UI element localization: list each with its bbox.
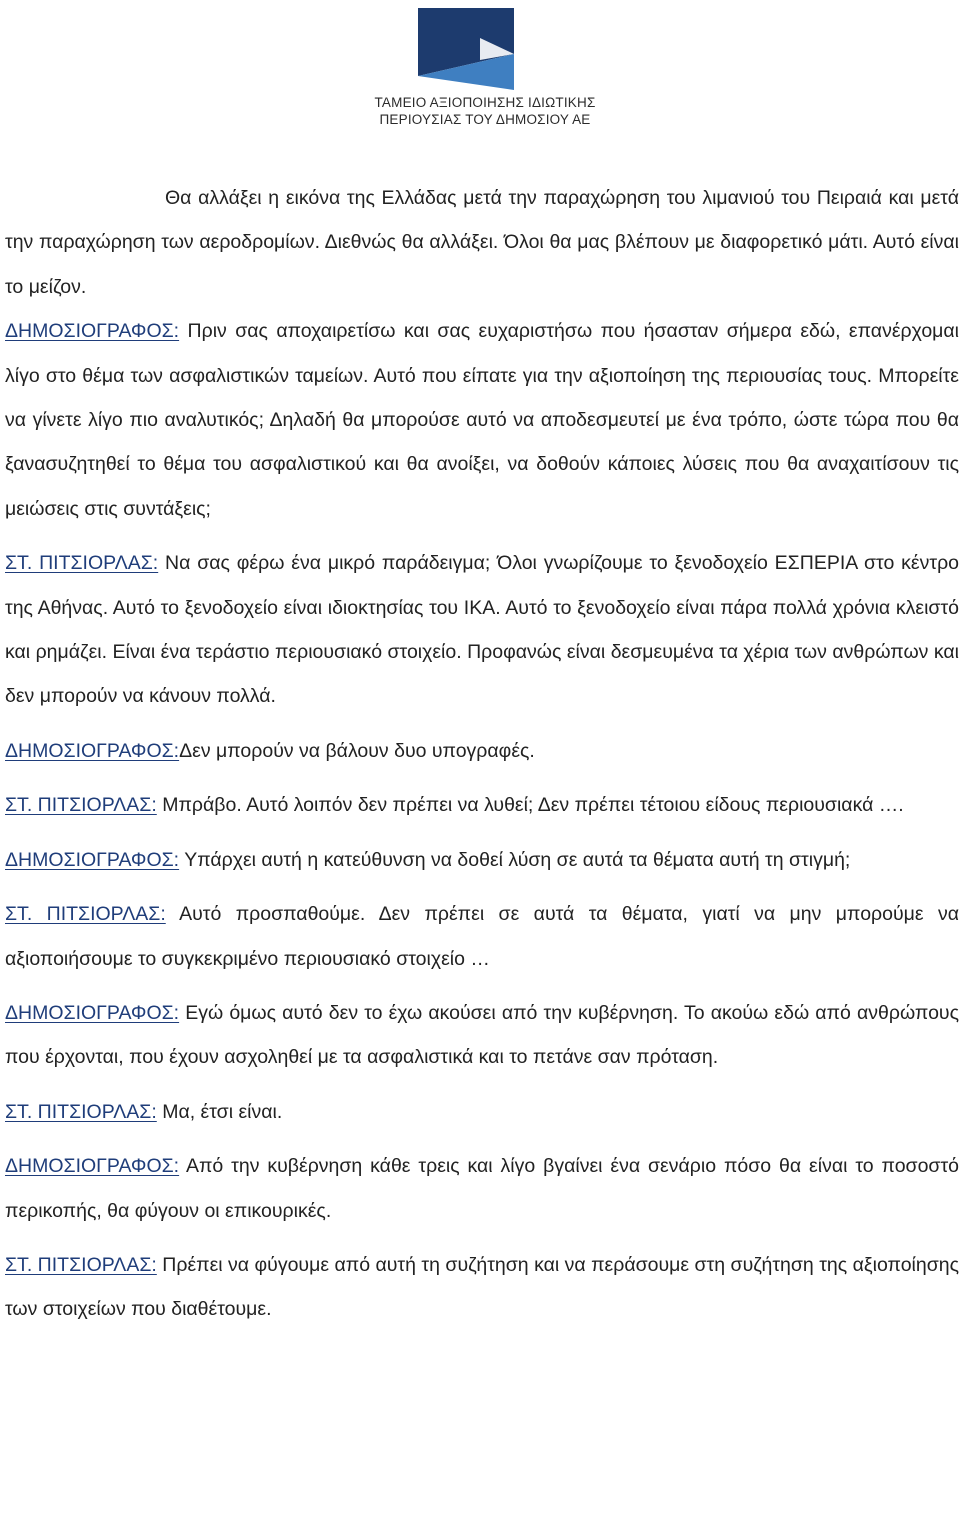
transcript-paragraph	[5, 1144, 959, 1233]
speaker-label: ΣΤ. ΠΙΤΣΙΟΡΛΑΣ:	[5, 903, 166, 926]
paragraph-text: Εγώ όμως αυτό δεν το έχω ακούσει από την κυβέρνηση. Το ακούω εδώ από ανθρώπους που έρχονται, που έχουν ασχοληθεί με τα ασφαλιστικά και το πετάνε σαν πρόταση.	[5, 1001, 959, 1069]
logo-text-line-2: ΠΕΡΙΟΥΣΙΑΣ ΤΟΥ ΔΗΜΟΣΙΟΥ ΑΕ	[379, 112, 591, 127]
paragraph-text: Μα, έτσι είναι.	[162, 1100, 283, 1123]
taiped-logo	[360, 8, 610, 128]
transcript-paragraph	[5, 1090, 959, 1134]
paragraph-text: Να σας φέρω ένα μικρό παράδειγμα; Όλοι γνωρίζουμε το ξενοδοχείο ΕΣΠΕΡΙΑ στο κέντρο της Αθήνας. Αυτό το ξενοδοχείο είναι ιδιοκτησίας του ΙΚΑ. Αυτό το ξενοδοχείο είναι πάρα πολλά χρόνια κλειστό και ρημάζει. Είναι ένα τεράστιο περιουσιακό στοιχείο. Προφανώς είναι δεσμευμένα τα χέρια των ανθρώπων και δεν μπορούν να κάνουν πολλά.	[5, 552, 960, 708]
transcript-paragraph	[5, 309, 959, 531]
logo-text-line-1: ΤΑΜΕΙΟ ΑΞΙΟΠΟΙΗΣΗΣ ΙΔΙΩΤΙΚΗΣ	[374, 95, 596, 110]
speaker-label: ΔΗΜΟΣΙΟΓΡΑΦΟΣ:	[5, 739, 180, 762]
taiped-logo-icon	[418, 8, 552, 90]
paragraph-text: Από την κυβέρνηση κάθε τρεις και λίγο βγαίνει ένα σενάριο πόσο θα είναι το ποσοστό περικοπής, θα φύγουν οι επικουρικές.	[5, 1155, 960, 1222]
paragraph-text: Υπάρχει αυτή η κατεύθυνση να δοθεί λύση σε αυτά τα θέματα αυτή τη στιγμή;	[184, 848, 851, 871]
paragraph-text: Πριν σας αποχαιρετίσω και σας ευχαριστήσω που ήσασταν σήμερα εδώ, επανέρχομαι λίγο στο θέμα των ασφαλιστικών ταμείων. Αυτό που είπατε για την αξιοποίηση της περιουσίας τους. Μπορείτε να γίνετε λίγο πιο αναλυτικός; Δηλαδή θα μπορούσε αυτό να αποδεσμευτεί με ένα τρόπο, ώστε τώρα που θα ξανασυζητηθεί το θέμα του ασφαλιστικού και θα ανοίξει, να δοθούν κάποιες λύσεις που θα αναχαιτίσουν τις μειώσεις στις συντάξεις;	[5, 320, 960, 520]
transcript-paragraph	[5, 1243, 959, 1332]
paragraph-text: Μπράβο. Αυτό λοιπόν δεν πρέπει να λυθεί; Δεν πρέπει τέτοιου είδους περιουσιακά ….	[162, 794, 904, 817]
transcript-paragraph	[5, 783, 959, 827]
speaker-label: ΔΗΜΟΣΙΟΓΡΑΦΟΣ:	[5, 1001, 180, 1024]
transcript-paragraph	[5, 541, 959, 719]
speaker-label: ΣΤ. ΠΙΤΣΙΟΡΛΑΣ:	[5, 552, 159, 575]
paragraph-text: Θα αλλάξει η εικόνα της Ελλάδας μετά την παραχώρηση του λιμανιού του Πειραιά και μετά την παραχώρηση των αεροδρομίων. Διεθνώς θα αλλάξει. Όλοι θα μας βλέπουν με διαφορετικό μάτι. Αυτό είναι το μείζον.	[5, 187, 959, 298]
paragraph-text: Δεν μπορούν να βάλουν δυο υπογραφές.	[179, 739, 535, 762]
speaker-label: ΔΗΜΟΣΙΟΓΡΑΦΟΣ:	[5, 848, 180, 871]
transcript-paragraph	[5, 729, 959, 773]
transcript-paragraph	[5, 892, 959, 981]
speaker-label: ΣΤ. ΠΙΤΣΙΟΡΛΑΣ:	[5, 794, 157, 817]
paragraph-text: Αυτό προσπαθούμε. Δεν πρέπει σε αυτά τα θέματα, γιατί να μην μπορούμε να αξιοποιήσουμε το συγκεκριμένο περιουσιακό στοιχείο …	[5, 903, 959, 970]
transcript-paragraph	[5, 838, 959, 882]
transcript-body	[5, 176, 959, 1332]
speaker-label: ΔΗΜΟΣΙΟΓΡΑΦΟΣ:	[5, 320, 180, 343]
speaker-label: ΔΗΜΟΣΙΟΓΡΑΦΟΣ:	[5, 1155, 180, 1178]
transcript-paragraph	[5, 991, 959, 1080]
transcript-paragraph	[5, 176, 959, 309]
paragraph-text: Πρέπει να φύγουμε από αυτή τη συζήτηση και να περάσουμε στη συζήτηση της αξιοποίησης των στοιχείων που διαθέτουμε.	[5, 1253, 959, 1321]
speaker-label: ΣΤ. ΠΙΤΣΙΟΡΛΑΣ:	[5, 1100, 157, 1123]
speaker-label: ΣΤ. ΠΙΤΣΙΟΡΛΑΣ:	[5, 1253, 157, 1276]
